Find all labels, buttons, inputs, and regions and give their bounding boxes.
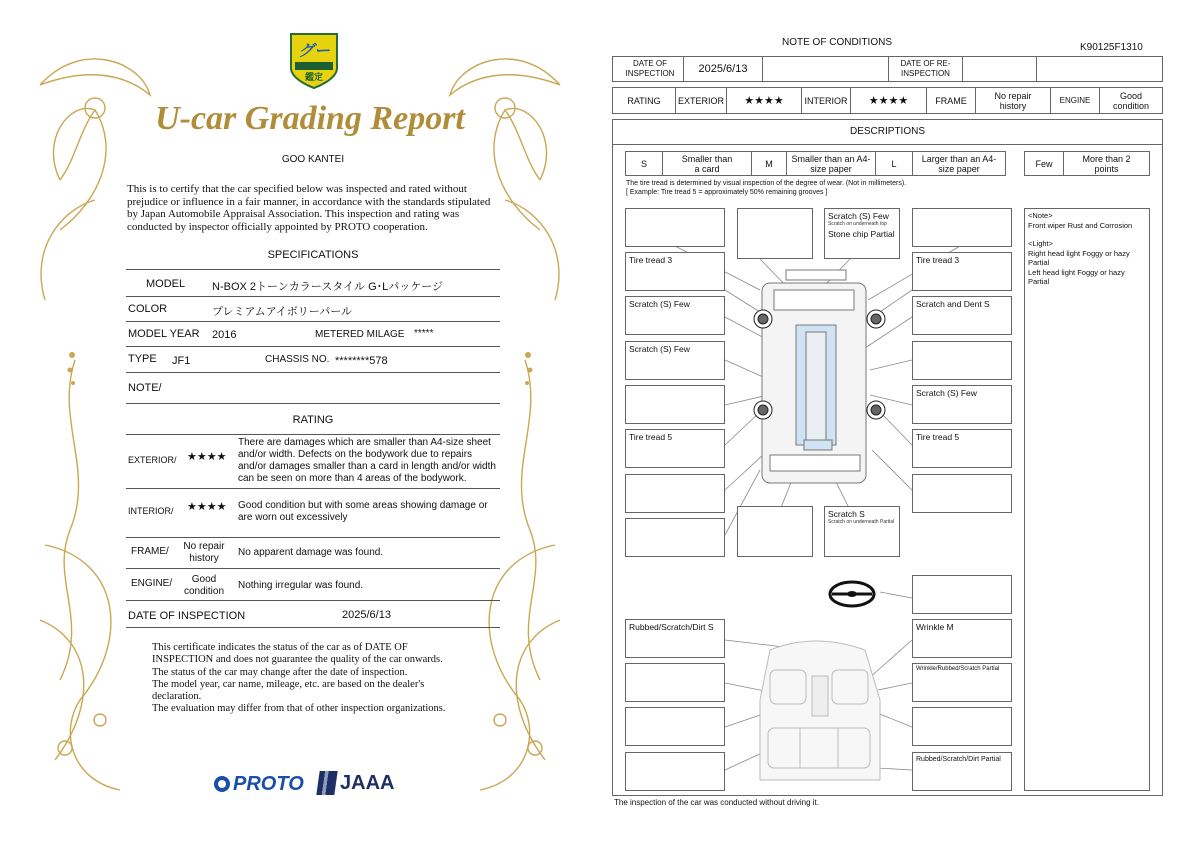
legend-m-desc: Smaller than an A4-size paper <box>791 153 871 174</box>
panel-left-7 <box>625 518 725 557</box>
certificate-title: U-car Grading Report <box>155 100 465 137</box>
divider <box>126 321 500 322</box>
panel-label: Scratch (S) Few <box>629 299 690 309</box>
exterior-label: EXTERIOR/ <box>128 455 177 465</box>
goo-kantei-badge <box>287 32 341 90</box>
divider <box>126 627 500 628</box>
date-of-inspection-label: DATE OF INSPECTION <box>625 59 675 78</box>
divider <box>126 372 500 373</box>
interior-label: INTERIOR <box>804 95 848 106</box>
panel-interior-left-1 <box>625 619 725 658</box>
panel-interior-right-4 <box>912 752 1012 791</box>
rating-label: RATING <box>627 95 661 106</box>
descriptions-heading: DESCRIPTIONS <box>849 126 925 137</box>
footer-line: INSPECTION and does not guarantee the quality of the car onwards. <box>152 654 443 666</box>
panel-label: Wrinkle/Rubbed/Scratch Partial <box>916 666 1000 672</box>
certificate-subtitle: GOO KANTEI <box>281 154 345 165</box>
note-label: NOTE/ <box>128 382 162 394</box>
mileage-label: METERED MILAGE <box>315 329 405 340</box>
document-id: K90125F1310 <box>1080 42 1143 53</box>
frame-label: FRAME <box>935 95 967 106</box>
date-of-inspection-value: 2025/6/13 <box>698 63 748 75</box>
panel-left-tire-rear <box>625 429 725 468</box>
note-text: Front wiper Rust and Corrosion <box>1028 220 1133 230</box>
panel-label: Scratch (S) Few <box>916 388 977 398</box>
date-label: DATE OF INSPECTION <box>128 610 246 622</box>
panel-label: Scratch S <box>828 509 865 519</box>
proto-logo <box>214 771 304 797</box>
panel-label: Tire tread 5 <box>916 432 960 442</box>
legend-l: L <box>891 158 897 169</box>
legend-s: S <box>640 158 647 169</box>
panel-label: Tire tread 5 <box>629 432 673 442</box>
divider <box>762 56 763 82</box>
light-note: Left head light Foggy or hazy Partial <box>1028 267 1125 286</box>
panel-right-6 <box>912 474 1012 513</box>
color-label: COLOR <box>128 303 168 315</box>
panel-interior-left-4 <box>625 752 725 791</box>
divider <box>126 568 500 569</box>
divider <box>126 537 500 538</box>
panel-label: Scratch and Dent S <box>916 299 990 309</box>
exterior-stars: ★★★★ <box>744 94 784 107</box>
frame-value: No repair history <box>183 541 225 564</box>
engine-value: Good condition <box>183 574 225 597</box>
frame-description: No apparent damage was found. <box>238 547 384 558</box>
footer-line: This certificate indicates the status of the car as of DATE OF <box>152 642 408 653</box>
panel-interior-left-3 <box>625 707 725 746</box>
panel-rear-center-left <box>737 506 813 557</box>
panel-label: Wrinkle M <box>916 622 954 632</box>
model-year-label: MODEL YEAR <box>128 328 200 340</box>
divider <box>962 56 963 82</box>
type-value: JF1 <box>172 355 191 367</box>
panel-interior-right-1 <box>912 619 1012 658</box>
panel-front-left <box>625 208 725 247</box>
interior-label: INTERIOR/ <box>128 506 174 516</box>
proto-logo-icon <box>214 776 230 792</box>
panel-right-3 <box>912 341 1012 380</box>
panel-interior-left-2 <box>625 663 725 702</box>
chassis-value: ********578 <box>335 355 388 367</box>
panel-left-tire-front <box>625 252 725 291</box>
divider <box>1036 56 1037 82</box>
panel-label: Scratch (S) Few <box>629 344 690 354</box>
model-year-value: 2016 <box>212 329 237 341</box>
legend-s-desc: Smaller than a card <box>681 153 733 174</box>
panel-interior-right-2 <box>912 663 1012 702</box>
divider <box>126 488 500 489</box>
model-value: N-BOX 2トーンカラースタイル G･Lパッケージ <box>212 281 444 293</box>
engine-label: ENGINE/ <box>131 578 173 589</box>
panel-extra: Stone chip Partial <box>828 229 895 239</box>
legend-l-desc: Larger than an A4-size paper <box>921 153 997 174</box>
divider <box>126 346 500 347</box>
certificate-footer <box>152 642 482 716</box>
footer-line: The model year, car name, mileage, etc. are based on the dealer's <box>152 678 425 690</box>
footer-line: The evaluation may differ from that of other inspection organizations. <box>152 703 446 715</box>
exterior-stars: ★★★★ <box>187 451 227 463</box>
panel-interior-right-3 <box>912 707 1012 746</box>
proto-logo-text: PROTO <box>233 772 304 795</box>
chassis-label: CHASSIS NO. <box>265 354 330 365</box>
legend-few-desc: More than 2 points <box>1082 153 1131 174</box>
jaaa-logo-text: JAAA <box>340 771 395 794</box>
frame-label: FRAME/ <box>131 546 169 557</box>
badge-top-text: グー <box>297 43 330 60</box>
engine-value: Good condition <box>1112 90 1150 111</box>
date-value: 2025/6/13 <box>342 609 391 621</box>
panel-label: Scratch (S) Few <box>828 211 889 221</box>
conditions-footer: The inspection of the car was conducted without driving it. <box>614 798 819 807</box>
engine-label: ENGINE <box>1059 95 1091 105</box>
color-value: プレミアムアイボリーパール <box>212 306 353 318</box>
legend-few: Few <box>1035 158 1053 169</box>
tire-note-2: [ Example: Tire tread 5 = approximately 50% remaining grooves ] <box>626 189 828 196</box>
footer-line: The status of the car may change after the date of inspection. <box>152 666 408 678</box>
notes-panel <box>1024 208 1150 791</box>
panel-front-right <box>912 208 1012 247</box>
panel-label: Tire tread 3 <box>916 255 960 265</box>
panel-front-center-left <box>737 208 813 259</box>
mileage-value: ***** <box>414 328 434 339</box>
panel-small-note: Scratch on underneath top <box>828 221 887 227</box>
note-heading: <Note> <box>1028 211 1053 220</box>
panel-label: Tire tread 3 <box>629 255 673 265</box>
type-label: TYPE <box>128 353 157 365</box>
panel-rear-center <box>824 506 900 557</box>
divider <box>612 144 1163 145</box>
divider <box>126 600 500 601</box>
panel-left-2 <box>625 296 725 335</box>
panel-right-tire-rear <box>912 429 1012 468</box>
divider <box>126 434 500 435</box>
panel-left-6 <box>625 474 725 513</box>
frame-value: No repair history <box>994 90 1032 111</box>
panel-left-4 <box>625 385 725 424</box>
note-of-conditions-heading: NOTE OF CONDITIONS <box>782 37 892 48</box>
interior-stars: ★★★★ <box>187 501 227 513</box>
light-note: Right head light Foggy or hazy Partial <box>1028 248 1130 267</box>
panel-steering <box>912 575 1012 614</box>
footer-line: declaration. <box>152 691 202 703</box>
panel-right-4 <box>912 385 1012 424</box>
panel-front-center <box>824 208 900 259</box>
panel-label: Rubbed/Scratch/Dirt Partial <box>916 756 1001 763</box>
divider <box>126 269 500 270</box>
panel-label: Rubbed/Scratch/Dirt S <box>629 622 714 632</box>
specifications-heading: SPECIFICATIONS <box>267 249 359 261</box>
panel-right-tire-front <box>912 252 1012 291</box>
interior-stars: ★★★★ <box>868 94 909 107</box>
exterior-description: There are damages which are smaller than A4-size sheet and/or width. Defects on the bodywork due to repairs and/or damages smaller than a card in length and/or width can be seen on more than 4 areas of the bodywork. <box>238 437 496 484</box>
model-label: MODEL <box>146 278 186 290</box>
exterior-label: EXTERIOR <box>677 95 724 106</box>
panel-right-2 <box>912 296 1012 335</box>
divider <box>126 403 500 404</box>
legend-m: M <box>765 158 773 169</box>
engine-description: Nothing irregular was found. <box>238 580 364 591</box>
date-of-reinspection-label: DATE OF RE-INSPECTION <box>900 59 951 78</box>
certificate-intro: This is to certify that the car specified below was inspected and rated without prejudice or influence in a fair manner, in accordance with the standards stipulated by Japan Automobile Appraisal Association. This inspection and rating was conducted by inspector officially appointed by PROTO cooperation. <box>127 183 491 233</box>
interior-description: Good condition but with some areas showing damage or are worn out excessively <box>238 500 488 523</box>
divider <box>126 296 500 297</box>
rating-heading: RATING <box>292 414 334 426</box>
panel-left-3 <box>625 341 725 380</box>
jaaa-logo <box>318 769 394 797</box>
badge-bottom-text: 鑑定 <box>304 72 323 82</box>
tire-note-1: The tire tread is determined by visual inspection of the degree of wear. (Not in millimeters). <box>626 180 907 187</box>
light-heading: <Light> <box>1028 239 1054 248</box>
jaaa-logo-icon <box>316 771 337 795</box>
panel-small-note: Scratch on underneath Partial <box>828 519 895 525</box>
